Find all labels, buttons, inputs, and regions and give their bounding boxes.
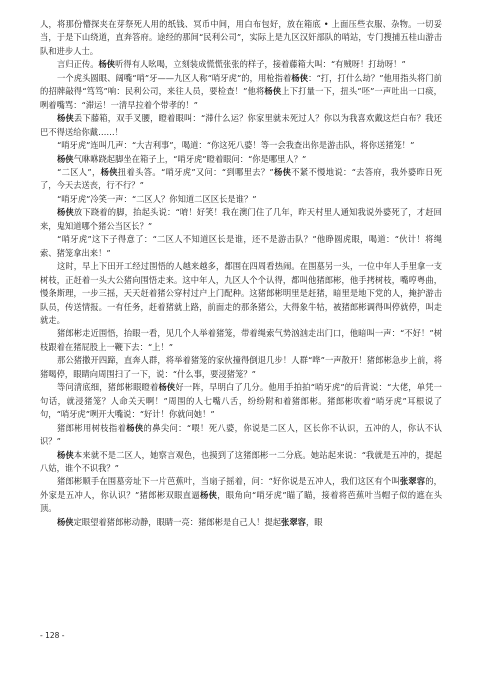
- bold-name: 杨侠: [57, 113, 74, 124]
- text-run: ：“打，打什么劫？”他用指头将门前的招牌敲得“笃笃”响：民利公司，来往人员，要检查！”他将: [40, 72, 442, 97]
- text-run: 定眼望着猪郎彬动静，眼睛一亮：猪郎彬是自己人！提起: [73, 516, 282, 527]
- paragraph: [40, 327, 442, 354]
- text-run: “二区人”，: [57, 166, 101, 177]
- text-run: “哨牙虎”冷笑一声：“二区人？你知道二区区长是谁？”: [57, 193, 257, 204]
- paragraph: [40, 18, 442, 58]
- paragraph: [40, 72, 442, 112]
- text-run: 这时，早上下田开工经过围悟的人越来越多，都围在四周看热闹。在围墓另一头，一位中年人手里拿一支树枝，正赶着一头大公猪向围悟走来。这中年人，九区人个个认得，都叫他猪郎彬，他手拷树枝，嘴哼粤曲，慢条斯理，一步三摇，天天赶着猪公穿村过户上门配种。这猪郎彬明里是赶猪，暗里是地下党的人，掩护游击队员，传送情报。一有任务，赶着猪就上路，前面走的那条猪公，大得象牛牯，被猪郎彬调得叫停就停，叫走就走。: [40, 261, 442, 325]
- text-run: 气咻咻跷起脚坐在箱子上，“哨牙虎”瞪着眼问：“你是哪里人？”: [73, 153, 307, 164]
- bold-name: 杨侠: [126, 422, 144, 433]
- text-run: 人，将那份懵探夹在芽祭死人用的纸钱、冥币中间，用白布包好，放在箱底 • 上面压些衣服、杂物。一切妥当，于是下山绕道，直奔答府。途经的那间“民利公司”，实际上是九区汉奸部队的哨站，专门搜捕五桂山游击队和进步人士。: [40, 19, 442, 56]
- text-run: 丢下藤箱，双手叉腰，瞪着眼叫：“滞什么运？你家里就未死过人？你以为我喜欢戴这烂白布？我还巴不得送给你戴……！: [40, 113, 442, 137]
- text-run: 听得有人吆喝，立刻装成慌慌张张的样子，接着藤箱大叫：“有贼呀！打劫呀！”: [115, 59, 406, 70]
- paragraph: [40, 166, 442, 193]
- page-body: [40, 18, 442, 529]
- bold-name: 杨侠: [273, 166, 292, 177]
- text-run: 扭着头答。“哨牙虎”又问：“到哪里去？”: [117, 166, 274, 177]
- paragraph: [40, 193, 442, 206]
- text-run: ，眼: [305, 516, 323, 527]
- bold-name: 张翠容: [399, 476, 426, 487]
- text-run: 一个虎头圆眼、阔嘴“哨”牙——九区人称“哨牙虎”的，用枪指着: [57, 72, 292, 83]
- bold-name: 杨侠: [57, 153, 74, 164]
- text-run: “哨牙虎”这下子得意了：“二区人不知道区长是谁，还不是游击队？”他睁圆虎眼，喝道：“伙计！将绳索、猪笼拿出来！”: [40, 234, 442, 258]
- bold-name: 杨侠: [158, 382, 176, 393]
- bold-name: 杨侠: [200, 489, 218, 500]
- bold-name: 杨侠: [100, 166, 118, 177]
- paragraph: [40, 260, 442, 327]
- paragraph: [40, 449, 442, 476]
- paragraph: [40, 58, 442, 71]
- text-run: 猪郎彬顺手在围墓旁址下一片芭蕉叶，当扇子摇着，问：“好你说是五冲人，我们这区有个叫: [57, 476, 400, 487]
- text-run: 上下打量一下，扭头“呸”一声吐出一口痰，咧着嘴骂：“滞运！一清早拉着个带孝的！”: [40, 86, 442, 110]
- bold-name: 张翠容: [281, 516, 306, 527]
- bold-name: 杨侠: [98, 59, 116, 70]
- paragraph: [40, 516, 442, 529]
- text-run: 那公猪撒开四蹄，直奔人群，将举着猪笼的家伙撞得倒退几步！人群“哗”一声散开！猪郎彬急步上前，将猪喝停，眼睛向周围扫了一下，说：“什么事，要浸猪笼？”: [40, 355, 442, 379]
- bold-name: 杨侠: [291, 72, 309, 83]
- paragraph: [40, 233, 442, 260]
- text-run: 猪郎彬走近围悟，抬眼一看，见几个人举着猪笼，带着绳索气势汹汹走出门口，他暗叫一声：“不好！”树枝跟着在猪屁股上一鞭下去：“上！”: [40, 328, 442, 352]
- paragraph: [40, 475, 442, 515]
- paragraph: [40, 206, 442, 233]
- text-run: 好一阵，早明白了几分。他用手拍拍“哨牙虎”的后背说：“大佬，单凭一句话，就浸猪笼？人命关天啊！”周围的人七嘴八舌，纷纷附和着猪郎彬。猪郎彬吹着“哨牙虎”耳根说了句，“哨牙虎”咧开大嘴说：“好计！你就问她！”: [40, 382, 442, 420]
- text-run: 本来就不是二区人，她察言观色，也摸到了这猪郎彬一二分底。她站起来说：“我就是五冲的，提起八姑，谁个不识我？”: [40, 449, 442, 473]
- paragraph: [40, 112, 442, 139]
- text-run: 的，外家是五冲人，你认识？”猪郎彬双眼直逼: [40, 476, 442, 500]
- text-run: 不紧不慢地说：“去答府，我外婆昨日死了，今天去送丧，行不行？”: [40, 166, 442, 191]
- bold-name: 杨侠: [57, 207, 74, 218]
- bold-name: 杨侠: [57, 449, 74, 460]
- text-run: 放下跷着的脚，抬起头说：“唷！好笑！我在澳门住了几年，昨天村里人通知我说外婆死了，才赶回来，鬼知道哪个猪公当区长？”: [40, 207, 442, 231]
- paragraph: [40, 139, 442, 152]
- paragraph: [40, 354, 442, 381]
- paragraph: [40, 381, 442, 421]
- bold-name: 杨侠: [264, 86, 282, 97]
- paragraph: [40, 153, 442, 166]
- text-run: 猪郎彬用树枝指着: [57, 422, 127, 433]
- bold-name: 杨侠: [57, 516, 74, 527]
- text-run: 的鼻尖问：“喂！死八婆，你说是二区人，区长你不认识，五冲的人，你认不认识？”: [40, 422, 442, 447]
- page-number: - 128 -: [40, 631, 65, 640]
- text-run: ，眼角向“哨牙虎”瞄了瞄，接着将芭蕉叶当帽子似的遮在头顶。: [40, 489, 442, 514]
- text-run: 言归正传。: [57, 59, 99, 70]
- paragraph: [40, 422, 442, 449]
- text-run: “哨牙虎”连叫几声：“大吉利事”，喝道：“你这死八婆！等一会我查出你是游击队，将你送猪笼！”: [57, 140, 415, 151]
- text-run: 等问清底细，猪郎彬眼瞪着: [57, 382, 159, 393]
